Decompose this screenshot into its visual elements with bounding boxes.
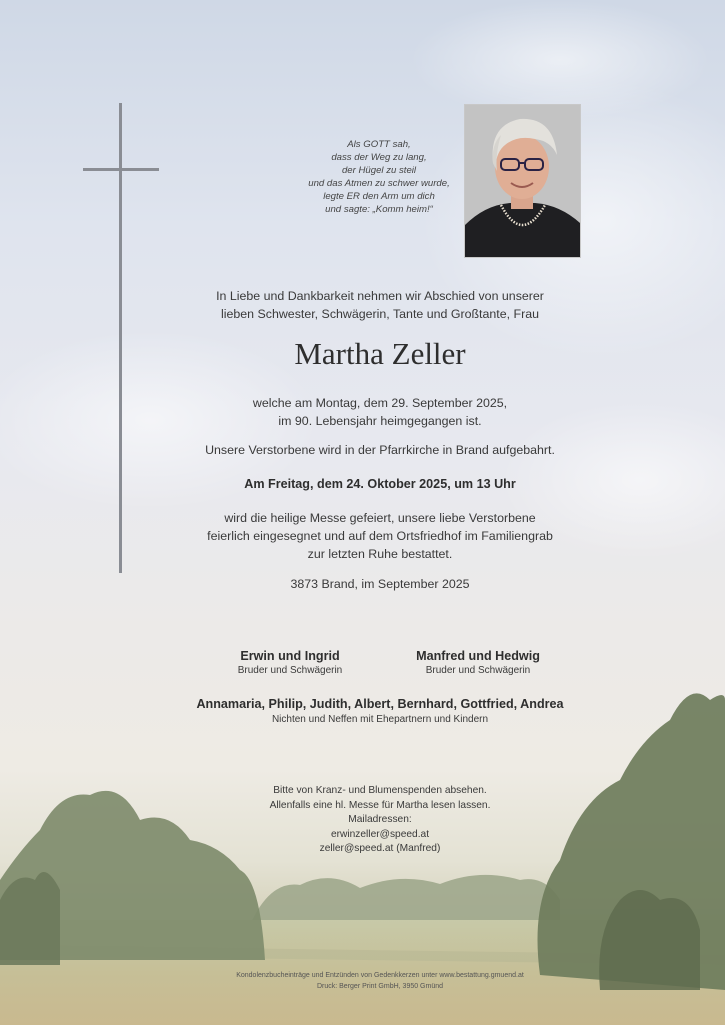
portrait-illustration bbox=[465, 105, 580, 257]
poem-line: und sagte: „Komm heim!“ bbox=[325, 204, 433, 215]
laid-out-text: Unsere Verstorbene wird in der Pfarrkirche in Brand aufgebahrt. bbox=[205, 443, 555, 457]
mourner-relation: Bruder und Schwägerin bbox=[425, 665, 531, 676]
notes-line: Bitte von Kranz- und Blumenspenden absehen. bbox=[273, 785, 487, 796]
notes-line: Mailadressen: bbox=[348, 814, 412, 825]
intro-line: lieben Schwester, Schwägerin, Tante und Großtante, Frau bbox=[221, 307, 539, 321]
place-date: 3873 Brand, im September 2025 bbox=[290, 577, 470, 591]
mass-line: wird die heilige Messe gefeiert, unsere liebe Verstorbene bbox=[224, 511, 536, 525]
poem-line: legte ER den Arm um dich bbox=[323, 191, 435, 202]
death-line: im 90. Lebensjahr heimgegangen ist. bbox=[278, 414, 482, 428]
mass-line: feierlich eingesegnet und auf dem Ortsfriedhof im Familiengrab bbox=[207, 529, 553, 543]
relatives-relation: Nichten und Neffen mit Ehepartnern und Kindern bbox=[271, 714, 489, 725]
mourner-name: Manfred und Hedwig bbox=[416, 649, 540, 663]
mourner-name: Erwin und Ingrid bbox=[240, 649, 340, 663]
death-text bbox=[0, 394, 725, 430]
footer-line: Druck: Berger Print GmbH, 3950 Gmünd bbox=[316, 983, 444, 990]
footer-line: Kondolenzbucheinträge und Entzünden von Gedenkkerzen unter www.bestattung.gmuend.at bbox=[236, 972, 524, 979]
mass-text bbox=[0, 509, 725, 563]
poem bbox=[270, 138, 488, 216]
mass-line: zur letzten Ruhe bestattet. bbox=[307, 547, 453, 561]
poem-line: dass der Weg zu lang, bbox=[331, 152, 427, 163]
portrait-photo bbox=[464, 104, 581, 258]
mourner-relation: Bruder und Schwägerin bbox=[237, 665, 343, 676]
mourner-block bbox=[378, 649, 578, 676]
poem-line: der Hügel zu steil bbox=[341, 165, 417, 176]
death-line: welche am Montag, dem 29. September 2025, bbox=[252, 396, 508, 410]
intro-line: In Liebe und Dankbarkeit nehmen wir Abschied von unserer bbox=[216, 289, 544, 303]
email-link[interactable]: erwinzeller@speed.at bbox=[330, 828, 430, 840]
footer bbox=[0, 970, 725, 992]
mourner-block bbox=[190, 649, 390, 676]
poem-line: und das Atmen zu schwer wurde, bbox=[308, 178, 450, 189]
mass-date: Am Freitag, dem 24. Oktober 2025, um 13 Uhr bbox=[244, 477, 516, 491]
cross-horizontal-bar bbox=[83, 168, 159, 171]
notes-line: Allenfalls eine hl. Messe für Martha lesen lassen. bbox=[269, 799, 491, 811]
email-link[interactable]: zeller@speed.at (Manfred) bbox=[319, 843, 441, 854]
intro-text bbox=[0, 287, 725, 323]
deceased-name: Martha Zeller bbox=[294, 336, 466, 371]
relatives-block bbox=[0, 697, 725, 725]
poem-line: Als GOTT sah, bbox=[347, 139, 411, 150]
notes-block bbox=[0, 784, 725, 857]
relatives-names: Annamaria, Philip, Judith, Albert, Bernhard, Gottfried, Andrea bbox=[196, 697, 564, 711]
